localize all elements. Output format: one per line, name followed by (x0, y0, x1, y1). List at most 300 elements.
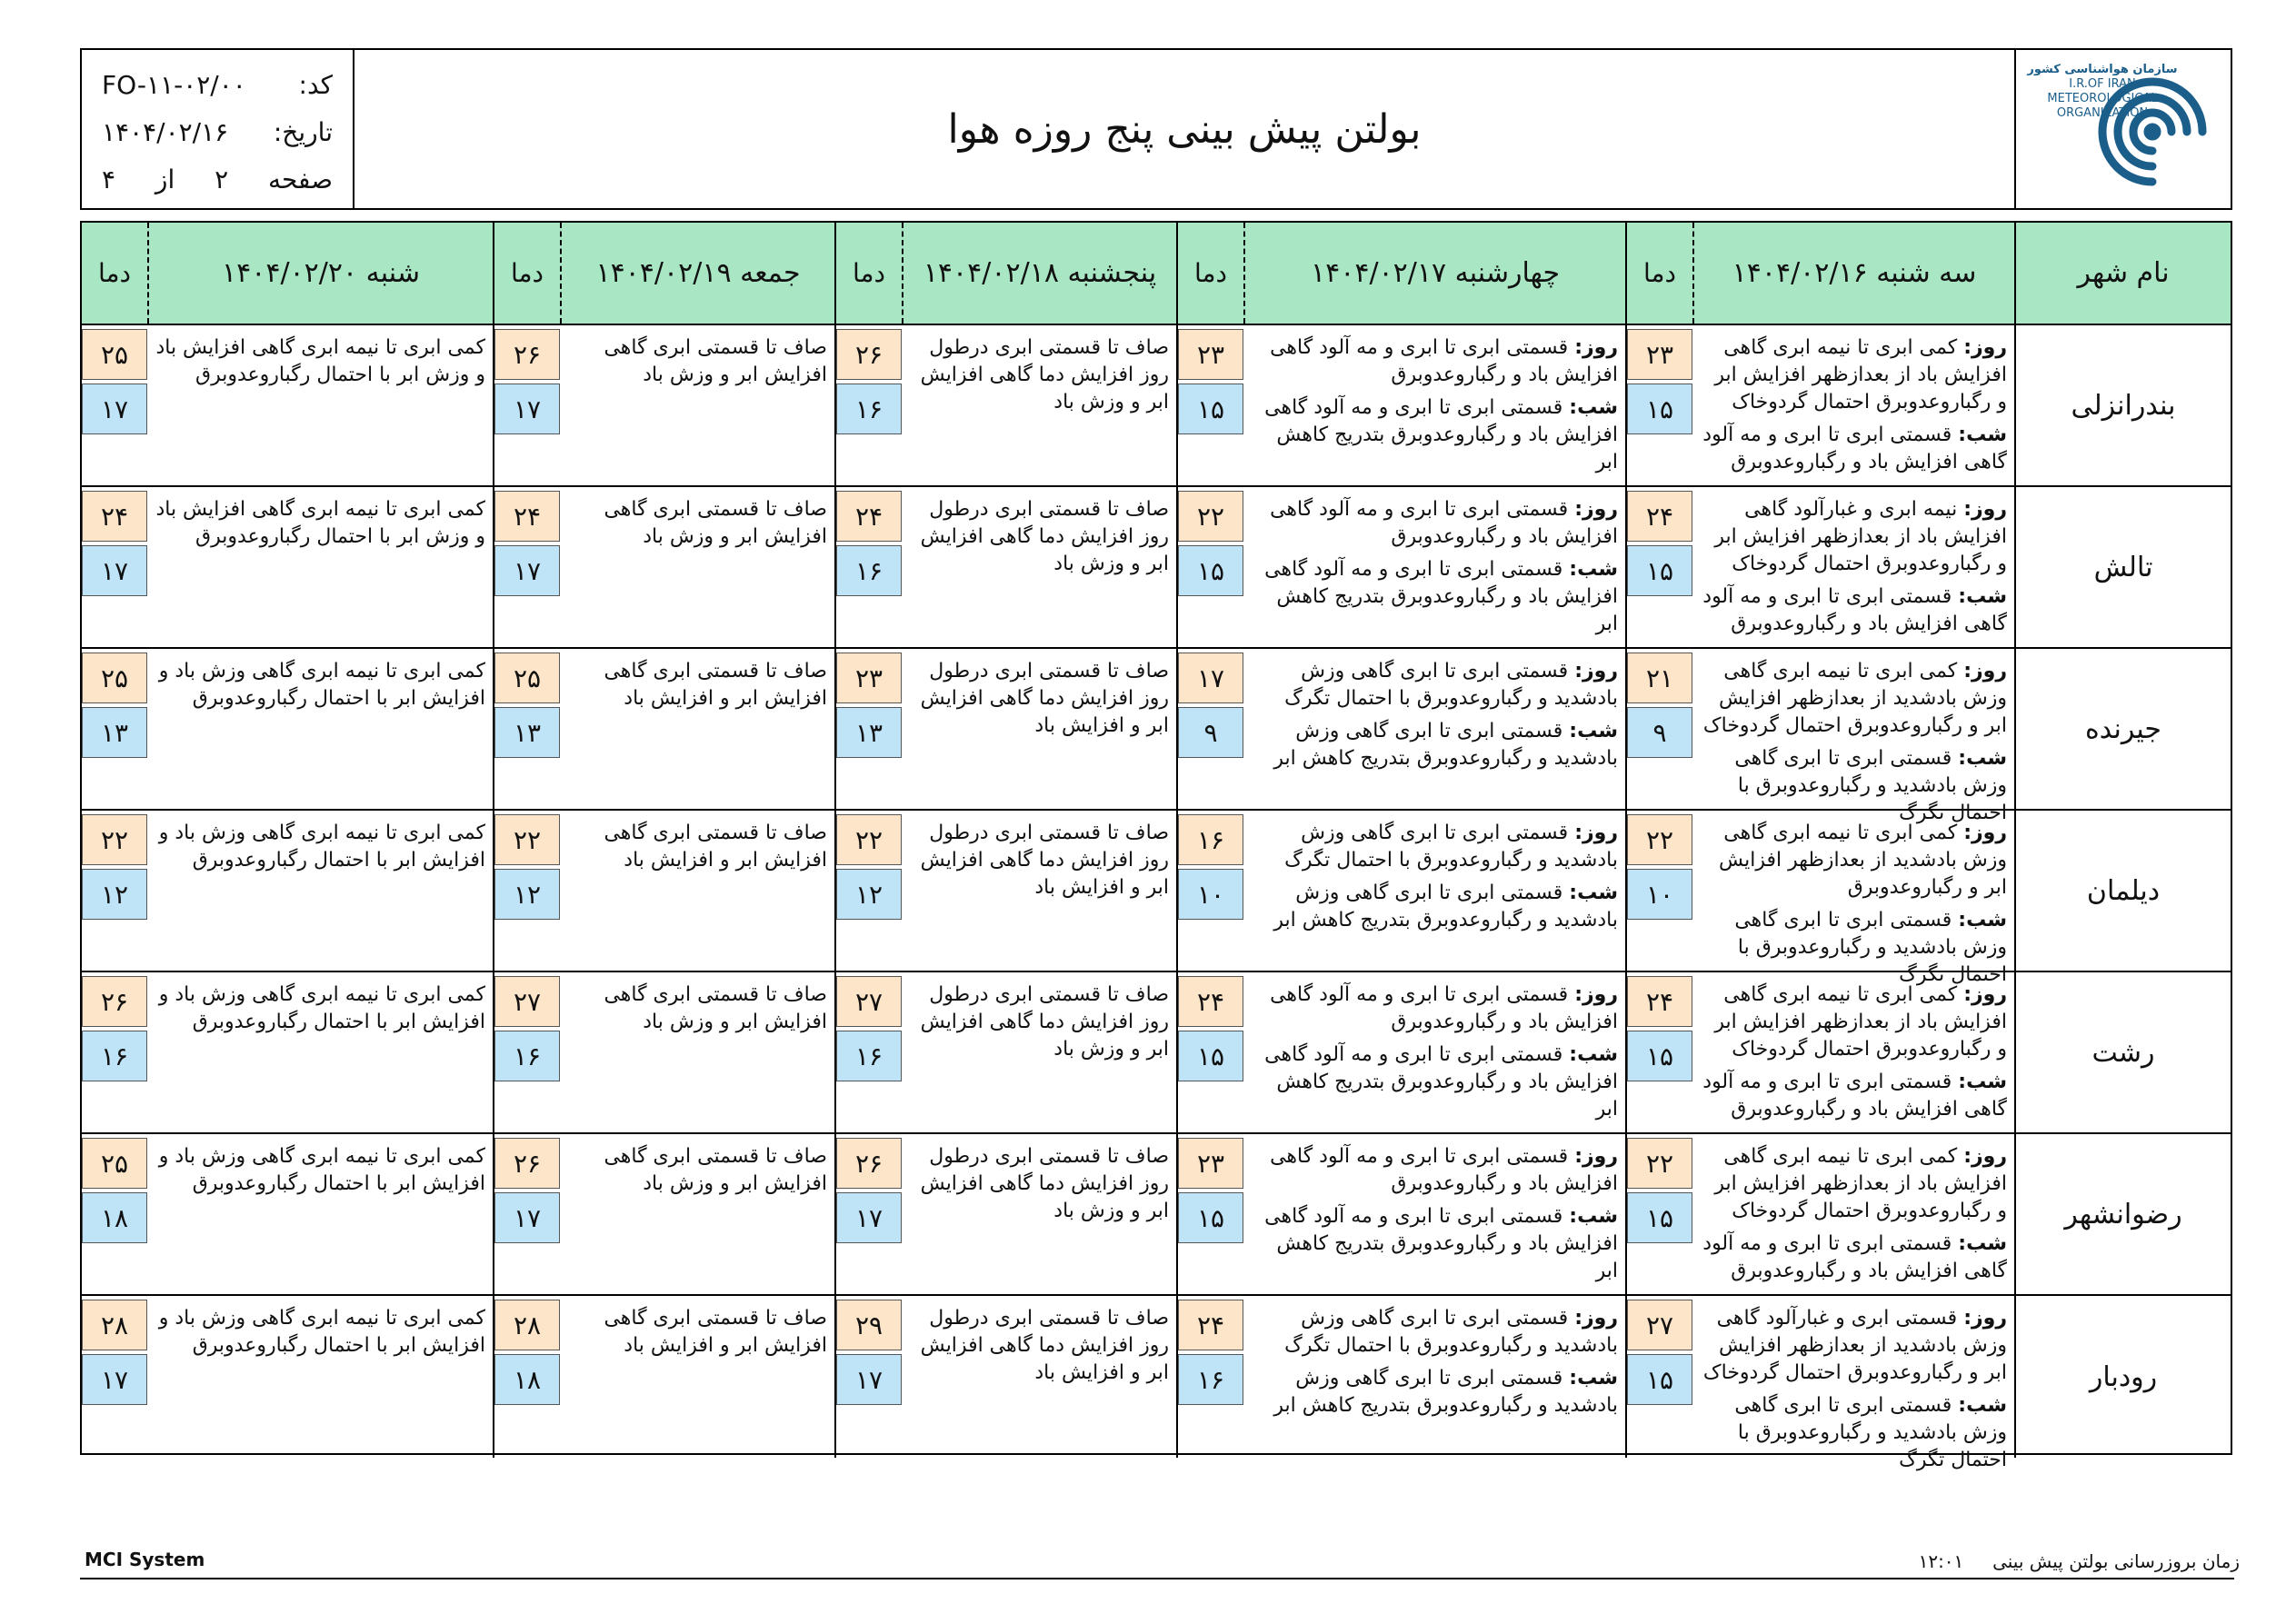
forecast-description (147, 325, 493, 485)
temperatures (1178, 972, 1243, 1132)
max-temp: ۲۶ (836, 329, 902, 380)
forecast-description (560, 649, 834, 809)
forecast-text: صاف تا قسمتی ابری درطول روز افزایش دما گاهی افزایش ابر و وزش باد (920, 336, 1169, 413)
temperatures (1178, 649, 1243, 809)
min-temp: ۱۳ (82, 707, 147, 758)
max-temp: ۲۲ (1627, 1138, 1692, 1189)
logo-text-en3: ORGANIZATION (2056, 106, 2149, 120)
night-forecast-text: قسمتی ابری تا ابری گاهی وزش بادشدید و رگباروعدوبرق با احتمال تگرگ (1734, 1394, 2007, 1471)
code-label: کد: (298, 69, 333, 100)
min-temp: ۱۰ (1178, 869, 1243, 920)
forecast-cell-day4 (493, 649, 834, 809)
temperatures (1627, 487, 1692, 647)
footer-divider (80, 1578, 2234, 1579)
night-prefix: شب: (1958, 1394, 2007, 1417)
temperatures (836, 1134, 902, 1294)
temperatures (82, 649, 147, 809)
date-value: ۱۴۰۴/۰۲/۱۶ (102, 116, 229, 147)
day-header-5 (82, 223, 493, 324)
night-forecast-text: قسمتی ابری تا ابری و مه آلود گاهی افزایش باد و رگباروعدوبرق بتدریج کاهش ابر (1264, 558, 1618, 635)
meta-page-row (102, 155, 333, 203)
max-temp: ۲۵ (82, 1138, 147, 1189)
max-temp: ۲۸ (494, 1300, 560, 1350)
max-temp: ۲۴ (494, 491, 560, 542)
max-temp: ۲۶ (494, 329, 560, 380)
night-forecast-text: قسمتی ابری تا ابری و مه آلود گاهی افزایش باد و رگباروعدوبرق (1702, 423, 2007, 473)
night-prefix: شب: (1569, 396, 1618, 419)
forecast-cell-day4 (493, 1296, 834, 1458)
forecast-cell-day5 (82, 811, 493, 971)
logo-text-fa: سازمان هواشناسی کشور (2027, 63, 2178, 76)
temperatures (1178, 811, 1243, 971)
bulletin-header (80, 48, 2232, 210)
forecast-description (560, 1134, 834, 1294)
footer-update-label: زمان بروزرسانی بولتن پیش بینی (1992, 1550, 2240, 1572)
temperatures (494, 649, 560, 809)
forecast-description (147, 487, 493, 647)
min-temp: ۱۵ (1178, 1031, 1243, 1081)
table-row (82, 1134, 2231, 1296)
max-temp: ۲۲ (1178, 491, 1243, 542)
day-forecast-text: قسمتی ابری تا ابری و مه آلود گاهی افزایش باد و رگباروعدوبرق (1270, 336, 1618, 386)
forecast-cell-day2 (1176, 325, 1625, 485)
max-temp: ۲۴ (1627, 491, 1692, 542)
forecast-cell-day2 (1176, 1296, 1625, 1458)
forecast-cell-day4 (493, 972, 834, 1132)
min-temp: ۱۲ (494, 869, 560, 920)
min-temp: ۱۳ (494, 707, 560, 758)
forecast-cell-day5 (82, 1296, 493, 1458)
night-prefix: شب: (1958, 909, 2007, 932)
footer-update (1919, 1550, 2240, 1572)
city-cell (2014, 1296, 2231, 1458)
max-temp: ۱۶ (1178, 814, 1243, 865)
forecast-description (147, 811, 493, 971)
max-temp: ۲۴ (836, 491, 902, 542)
forecast-description (1692, 811, 2014, 986)
min-temp: ۱۶ (82, 1031, 147, 1081)
forecast-description (902, 325, 1176, 485)
min-temp: ۱۷ (494, 545, 560, 596)
day-header-4 (493, 223, 834, 324)
forecast-text: کمی ابری تا نیمه ابری گاهی وزش باد و افزایش ابر با احتمال رگباروعدوبرق (158, 1145, 485, 1195)
forecast-cell-day2 (1176, 649, 1625, 809)
temperatures (836, 487, 902, 647)
forecast-cell-day5 (82, 487, 493, 647)
day-header-date: شنبه ۱۴۰۴/۰۲/۲۰ (222, 257, 420, 289)
min-temp: ۱۵ (1627, 1192, 1692, 1243)
forecast-cell-day5 (82, 325, 493, 485)
day-forecast-text: کمی ابری تا نیمه ابری گاهی وزش بادشدید از بعدازظهر افزایش ابر و رگباروعدوبرق احتمال گردوخاک (1702, 660, 2007, 737)
logo-text-en1: I.R.OF IRAN (2069, 77, 2136, 91)
forecast-text: صاف تا قسمتی ابری درطول روز افزایش دما گاهی افزایش ابر و وزش باد (920, 1145, 1169, 1222)
temperatures (1178, 1296, 1243, 1458)
day-header-date: جمعه ۱۴۰۴/۰۲/۱۹ (595, 257, 801, 289)
min-temp: ۱۵ (1178, 384, 1243, 434)
forecast-cell-day3 (834, 1134, 1176, 1294)
night-prefix: شب: (1958, 747, 2007, 770)
forecast-cell-day2 (1176, 1134, 1625, 1294)
forecast-text: صاف تا قسمتی ابری گاهی افزایش ابر و وزش باد (604, 498, 827, 548)
footer-update-time: ۱۲:۰۱ (1918, 1550, 1964, 1572)
page-of: از (155, 164, 175, 194)
forecast-cell-day3 (834, 325, 1176, 485)
max-temp: ۱۷ (1178, 653, 1243, 703)
max-temp: ۲۲ (836, 814, 902, 865)
day-prefix: روز: (1963, 1307, 2007, 1330)
min-temp: ۱۷ (494, 384, 560, 434)
night-forecast-text: قسمتی ابری تا ابری و مه آلود گاهی افزایش باد و رگباروعدوبرق (1702, 1071, 2007, 1121)
night-prefix: شب: (1569, 882, 1618, 904)
temperatures (82, 1134, 147, 1294)
temp-header: دما (494, 223, 562, 324)
page-label: صفحه (267, 164, 333, 194)
temperatures (836, 325, 902, 485)
day-prefix: روز: (1963, 660, 2007, 682)
max-temp: ۲۴ (1178, 1300, 1243, 1350)
day-forecast-text: کمی ابری تا نیمه ابری گاهی افزایش باد از بعدازظهر افزایش ابر و رگباروعدوبرق احتمال گردوخاک (1714, 983, 2007, 1061)
title-box (354, 50, 2014, 208)
min-temp: ۱۶ (836, 1031, 902, 1081)
temperatures (836, 1296, 902, 1458)
max-temp: ۲۶ (494, 1138, 560, 1189)
forecast-description (147, 1134, 493, 1294)
forecast-description (560, 325, 834, 485)
day-prefix: روز: (1963, 498, 2007, 521)
forecast-cell-day1 (1625, 649, 2014, 824)
min-temp: ۱۸ (82, 1192, 147, 1243)
day-forecast-text: نیمه ابری و غبارآلود گاهی افزایش باد از بعدازظهر افزایش ابر و رگباروعدوبرق احتمال گردوخاک (1714, 498, 2007, 575)
min-temp: ۱۷ (82, 384, 147, 434)
day-prefix: روز: (1574, 1307, 1618, 1330)
min-temp: ۱۳ (836, 707, 902, 758)
forecast-text: صاف تا قسمتی ابری درطول روز افزایش دما گاهی افزایش ابر و افزایش باد (920, 660, 1169, 737)
page-title: بولتن پیش بینی پنج روزه هوا (947, 105, 1422, 153)
max-temp: ۲۴ (82, 491, 147, 542)
min-temp: ۱۶ (1178, 1354, 1243, 1405)
forecast-description (147, 1296, 493, 1458)
temp-header: دما (836, 223, 903, 324)
night-prefix: شب: (1569, 1205, 1618, 1228)
forecast-text: صاف تا قسمتی ابری درطول روز افزایش دما گاهی افزایش ابر و وزش باد (920, 983, 1169, 1061)
forecast-description (902, 1296, 1176, 1458)
max-temp: ۲۳ (836, 653, 902, 703)
max-temp: ۲۱ (1627, 653, 1692, 703)
temperatures (82, 811, 147, 971)
min-temp: ۱۷ (836, 1354, 902, 1405)
day-prefix: روز: (1574, 1145, 1618, 1168)
day-header-date: سه شنبه ۱۴۰۴/۰۲/۱۶ (1732, 257, 1977, 289)
night-prefix: شب: (1569, 720, 1618, 742)
forecast-cell-day5 (82, 1134, 493, 1294)
forecast-text: کمی ابری تا نیمه ابری گاهی وزش باد و افزایش ابر با احتمال رگباروعدوبرق (158, 1307, 485, 1357)
forecast-text: صاف تا قسمتی ابری گاهی افزایش ابر و وزش باد (604, 1145, 827, 1195)
forecast-description (1692, 325, 2014, 485)
date-label: تاریخ: (273, 116, 333, 147)
day-forecast-text: قسمتی ابری تا ابری و مه آلود گاهی افزایش باد و رگباروعدوبرق (1270, 498, 1618, 548)
forecast-description (902, 649, 1176, 809)
forecast-description (147, 649, 493, 809)
forecast-description (560, 487, 834, 647)
temperatures (1627, 972, 1692, 1132)
city-cell (2014, 972, 2231, 1132)
forecast-cell-day2 (1176, 811, 1625, 971)
temperatures (1627, 1134, 1692, 1294)
code-value: FO-۱۱-۰۲/۰۰ (102, 69, 246, 100)
day-forecast-text: کمی ابری تا نیمه ابری گاهی افزایش باد از بعدازظهر افزایش ابر و رگباروعدوبرق احتمال گردوخاک (1714, 1145, 2007, 1222)
forecast-description (1243, 487, 1625, 647)
max-temp: ۲۵ (82, 653, 147, 703)
forecast-text: صاف تا قسمتی ابری گاهی افزایش ابر و افزایش باد (604, 660, 827, 710)
city-name: رضوانشهر (2064, 1198, 2182, 1230)
min-temp: ۱۵ (1178, 545, 1243, 596)
forecast-description (902, 487, 1176, 647)
meta-code-row (102, 61, 333, 108)
forecast-cell-day2 (1176, 487, 1625, 647)
forecast-description (1692, 1134, 2014, 1294)
temp-header: دما (1627, 223, 1694, 324)
city-name: دیلمان (2086, 874, 2161, 907)
forecast-description (1243, 972, 1625, 1132)
night-prefix: شب: (1958, 1071, 2007, 1093)
max-temp: ۲۵ (82, 329, 147, 380)
temperatures (82, 487, 147, 647)
city-cell (2014, 325, 2231, 485)
forecast-description (147, 972, 493, 1132)
table-row (82, 1296, 2231, 1471)
forecast-cell-day5 (82, 972, 493, 1132)
temperatures (494, 325, 560, 485)
min-temp: ۱۵ (1627, 1354, 1692, 1405)
forecast-description (1692, 972, 2014, 1132)
night-prefix: شب: (1569, 1043, 1618, 1066)
forecast-cell-day3 (834, 972, 1176, 1132)
day-forecast-text: قسمتی ابری تا ابری گاهی وزش بادشدید و رگباروعدوبرق با احتمال تگرگ (1284, 822, 1618, 872)
day-forecast-text: قسمتی ابری تا ابری و مه آلود گاهی افزایش باد و رگباروعدوبرق (1270, 1145, 1618, 1195)
logo-box (2014, 50, 2231, 208)
forecast-description (1692, 649, 2014, 824)
city-name: جیرنده (2085, 712, 2161, 745)
forecast-cell-day1 (1625, 325, 2014, 485)
forecast-description (1692, 487, 2014, 647)
forecast-description (560, 1296, 834, 1458)
forecast-text: صاف تا قسمتی ابری گاهی افزایش ابر و افزایش باد (604, 822, 827, 872)
temperatures (1627, 1296, 1692, 1458)
day-forecast-text: قسمتی ابری و غبارآلود گاهی وزش بادشدید از بعدازظهر افزایش ابر و رگباروعدوبرق احتمال گردوخاک (1702, 1307, 2007, 1384)
city-cell (2014, 1134, 2231, 1294)
day-forecast-text: کمی ابری تا نیمه ابری گاهی افزایش باد از بعدازظهر افزایش ابر و رگباروعدوبرق احتمال گردوخاک (1714, 336, 2007, 413)
max-temp: ۲۳ (1178, 329, 1243, 380)
night-forecast-text: قسمتی ابری تا ابری گاهی وزش بادشدید و رگباروعدوبرق بتدریج کاهش ابر (1273, 720, 1618, 770)
min-temp: ۹ (1178, 707, 1243, 758)
forecast-cell-day1 (1625, 1134, 2014, 1294)
forecast-text: صاف تا قسمتی ابری گاهی افزایش ابر و وزش باد (604, 336, 827, 386)
night-forecast-text: قسمتی ابری تا ابری و مه آلود گاهی افزایش باد و رگباروعدوبرق (1702, 1232, 2007, 1282)
logo-text-en2: METEOROLOGICAL (2047, 92, 2158, 105)
forecast-text: صاف تا قسمتی ابری گاهی افزایش ابر و وزش باد (604, 983, 827, 1033)
min-temp: ۱۷ (82, 1354, 147, 1405)
temperatures (494, 487, 560, 647)
forecast-cell-day1 (1625, 972, 2014, 1132)
table-row (82, 972, 2231, 1134)
max-temp: ۲۵ (494, 653, 560, 703)
temperatures (836, 811, 902, 971)
min-temp: ۱۵ (1627, 1031, 1692, 1081)
forecast-text: کمی ابری تا نیمه ابری گاهی وزش باد و افزایش ابر با احتمال رگباروعدوبرق (158, 822, 485, 872)
forecast-description (1243, 1296, 1625, 1458)
temperatures (1178, 325, 1243, 485)
forecast-cell-day4 (493, 487, 834, 647)
city-cell (2014, 487, 2231, 647)
temperatures (494, 1134, 560, 1294)
max-temp: ۲۳ (1178, 1138, 1243, 1189)
max-temp: ۲۶ (836, 1138, 902, 1189)
min-temp: ۱۵ (1627, 545, 1692, 596)
temperatures (82, 1296, 147, 1458)
max-temp: ۲۷ (836, 976, 902, 1027)
night-forecast-text: قسمتی ابری تا ابری و مه آلود گاهی افزایش باد و رگباروعدوبرق (1702, 585, 2007, 635)
min-temp: ۱۵ (1178, 1192, 1243, 1243)
forecast-description (1243, 325, 1625, 485)
city-cell (2014, 811, 2231, 971)
footer-system: MCI System (85, 1549, 205, 1570)
forecast-description (560, 972, 834, 1132)
forecast-description (902, 1134, 1176, 1294)
city-name: رودبار (2089, 1360, 2158, 1393)
day-prefix: روز: (1963, 336, 2007, 359)
page-total: ۴ (102, 164, 116, 194)
max-temp: ۲۷ (494, 976, 560, 1027)
min-temp: ۱۲ (82, 869, 147, 920)
min-temp: ۱۶ (836, 545, 902, 596)
day-prefix: روز: (1963, 983, 2007, 1006)
table-header-row (82, 223, 2231, 325)
forecast-cell-day3 (834, 811, 1176, 971)
min-temp: ۱۷ (82, 545, 147, 596)
temperatures (494, 811, 560, 971)
forecast-text: کمی ابری تا نیمه ابری گاهی وزش باد و افزایش ابر با احتمال رگباروعدوبرق (158, 983, 485, 1033)
forecast-text: کمی ابری تا نیمه ابری گاهی افزایش باد و وزش ابر با احتمال رگباروعدوبرق (155, 336, 485, 386)
temperatures (1627, 325, 1692, 485)
min-temp: ۱۸ (494, 1354, 560, 1405)
forecast-cell-day1 (1625, 811, 2014, 986)
min-temp: ۱۶ (494, 1031, 560, 1081)
day-prefix: روز: (1574, 822, 1618, 844)
forecast-text: صاف تا قسمتی ابری درطول روز افزایش دما گاهی افزایش ابر و وزش باد (920, 498, 1169, 575)
max-temp: ۲۴ (1627, 976, 1692, 1027)
day-prefix: روز: (1574, 498, 1618, 521)
temperatures (1627, 811, 1692, 971)
forecast-description (902, 811, 1176, 971)
min-temp: ۱۵ (1627, 384, 1692, 434)
night-prefix: شب: (1569, 1367, 1618, 1390)
night-forecast-text: قسمتی ابری تا ابری و مه آلود گاهی افزایش باد و رگباروعدوبرق بتدریج کاهش ابر (1264, 396, 1618, 473)
night-prefix: شب: (1958, 1232, 2007, 1255)
city-cell (2014, 649, 2231, 809)
night-forecast-text: قسمتی ابری تا ابری گاهی وزش بادشدید و رگباروعدوبرق با احتمال تگرگ (1734, 747, 2007, 824)
temperatures (1627, 649, 1692, 809)
temperatures (836, 972, 902, 1132)
logo-text (2021, 63, 2183, 121)
forecast-description (902, 972, 1176, 1132)
min-temp: ۱۷ (494, 1192, 560, 1243)
forecast-cell-day1 (1625, 487, 2014, 647)
day-forecast-text: قسمتی ابری تا ابری و مه آلود گاهی افزایش باد و رگباروعدوبرق (1270, 983, 1618, 1033)
forecast-description (1243, 811, 1625, 971)
night-prefix: شب: (1569, 558, 1618, 581)
forecast-cell-day4 (493, 1134, 834, 1294)
forecast-cell-day3 (834, 649, 1176, 809)
night-prefix: شب: (1958, 423, 2007, 446)
temperatures (836, 649, 902, 809)
night-forecast-text: قسمتی ابری تا ابری گاهی وزش بادشدید و رگباروعدوبرق با احتمال تگرگ (1734, 909, 2007, 986)
forecast-text: صاف تا قسمتی ابری درطول روز افزایش دما گاهی افزایش ابر و افزایش باد (920, 1307, 1169, 1384)
table-row (82, 325, 2231, 487)
min-temp: ۱۲ (836, 869, 902, 920)
max-temp: ۲۴ (1178, 976, 1243, 1027)
table-row (82, 487, 2231, 649)
max-temp: ۲۲ (494, 814, 560, 865)
forecast-description (1692, 1296, 2014, 1471)
city-header: نام شهر (2077, 257, 2170, 289)
forecast-cell-day2 (1176, 972, 1625, 1132)
forecast-description (1243, 649, 1625, 809)
temperatures (494, 972, 560, 1132)
temperatures (82, 972, 147, 1132)
forecast-table (80, 221, 2232, 1471)
forecast-text: کمی ابری تا نیمه ابری گاهی وزش باد و افزایش ابر با احتمال رگباروعدوبرق (158, 660, 485, 710)
day-header-date: پنجشنبه ۱۴۰۴/۰۲/۱۸ (923, 257, 1157, 289)
night-forecast-text: قسمتی ابری تا ابری گاهی وزش بادشدید و رگباروعدوبرق بتدریج کاهش ابر (1273, 1367, 1618, 1417)
forecast-description (560, 811, 834, 971)
meta-date-row (102, 108, 333, 155)
max-temp: ۲۷ (1627, 1300, 1692, 1350)
night-forecast-text: قسمتی ابری تا ابری و مه آلود گاهی افزایش باد و رگباروعدوبرق بتدریج کاهش ابر (1264, 1043, 1618, 1121)
forecast-cell-day1 (1625, 1296, 2014, 1471)
table-row (82, 649, 2231, 824)
page-number: ۲ (215, 164, 229, 194)
city-header-cell (2014, 223, 2231, 324)
night-forecast-text: قسمتی ابری تا ابری و مه آلود گاهی افزایش باد و رگباروعدوبرق بتدریج کاهش ابر (1264, 1205, 1618, 1282)
forecast-cell-day3 (834, 1296, 1176, 1458)
min-temp: ۹ (1627, 707, 1692, 758)
temperatures (494, 1296, 560, 1458)
max-temp: ۲۸ (82, 1300, 147, 1350)
temperatures (1178, 1134, 1243, 1294)
max-temp: ۲۹ (836, 1300, 902, 1350)
min-temp: ۱۰ (1627, 869, 1692, 920)
city-name: بندرانزلی (2071, 389, 2176, 422)
min-temp: ۱۶ (836, 384, 902, 434)
day-forecast-text: کمی ابری تا نیمه ابری گاهی وزش بادشدید از بعدازظهر افزایش ابر و رگباروعدوبرق (1719, 822, 2007, 899)
night-forecast-text: قسمتی ابری تا ابری گاهی وزش بادشدید و رگباروعدوبرق بتدریج کاهش ابر (1273, 882, 1618, 932)
day-prefix: روز: (1574, 660, 1618, 682)
max-temp: ۲۶ (82, 976, 147, 1027)
max-temp: ۲۲ (82, 814, 147, 865)
document-meta (82, 50, 354, 208)
table-row (82, 811, 2231, 986)
day-prefix: روز: (1574, 336, 1618, 359)
city-name: تالش (2093, 551, 2153, 583)
night-prefix: شب: (1958, 585, 2007, 608)
forecast-text: صاف تا قسمتی ابری گاهی افزایش ابر و افزایش باد (604, 1307, 827, 1357)
forecast-text: صاف تا قسمتی ابری درطول روز افزایش دما گاهی افزایش ابر و افزایش باد (920, 822, 1169, 899)
max-temp: ۲۳ (1627, 329, 1692, 380)
day-forecast-text: قسمتی ابری تا ابری گاهی وزش بادشدید و رگباروعدوبرق با احتمال تگرگ (1284, 660, 1618, 710)
day-header-3 (834, 223, 1176, 324)
day-header-1 (1625, 223, 2014, 324)
temperatures (1178, 487, 1243, 647)
